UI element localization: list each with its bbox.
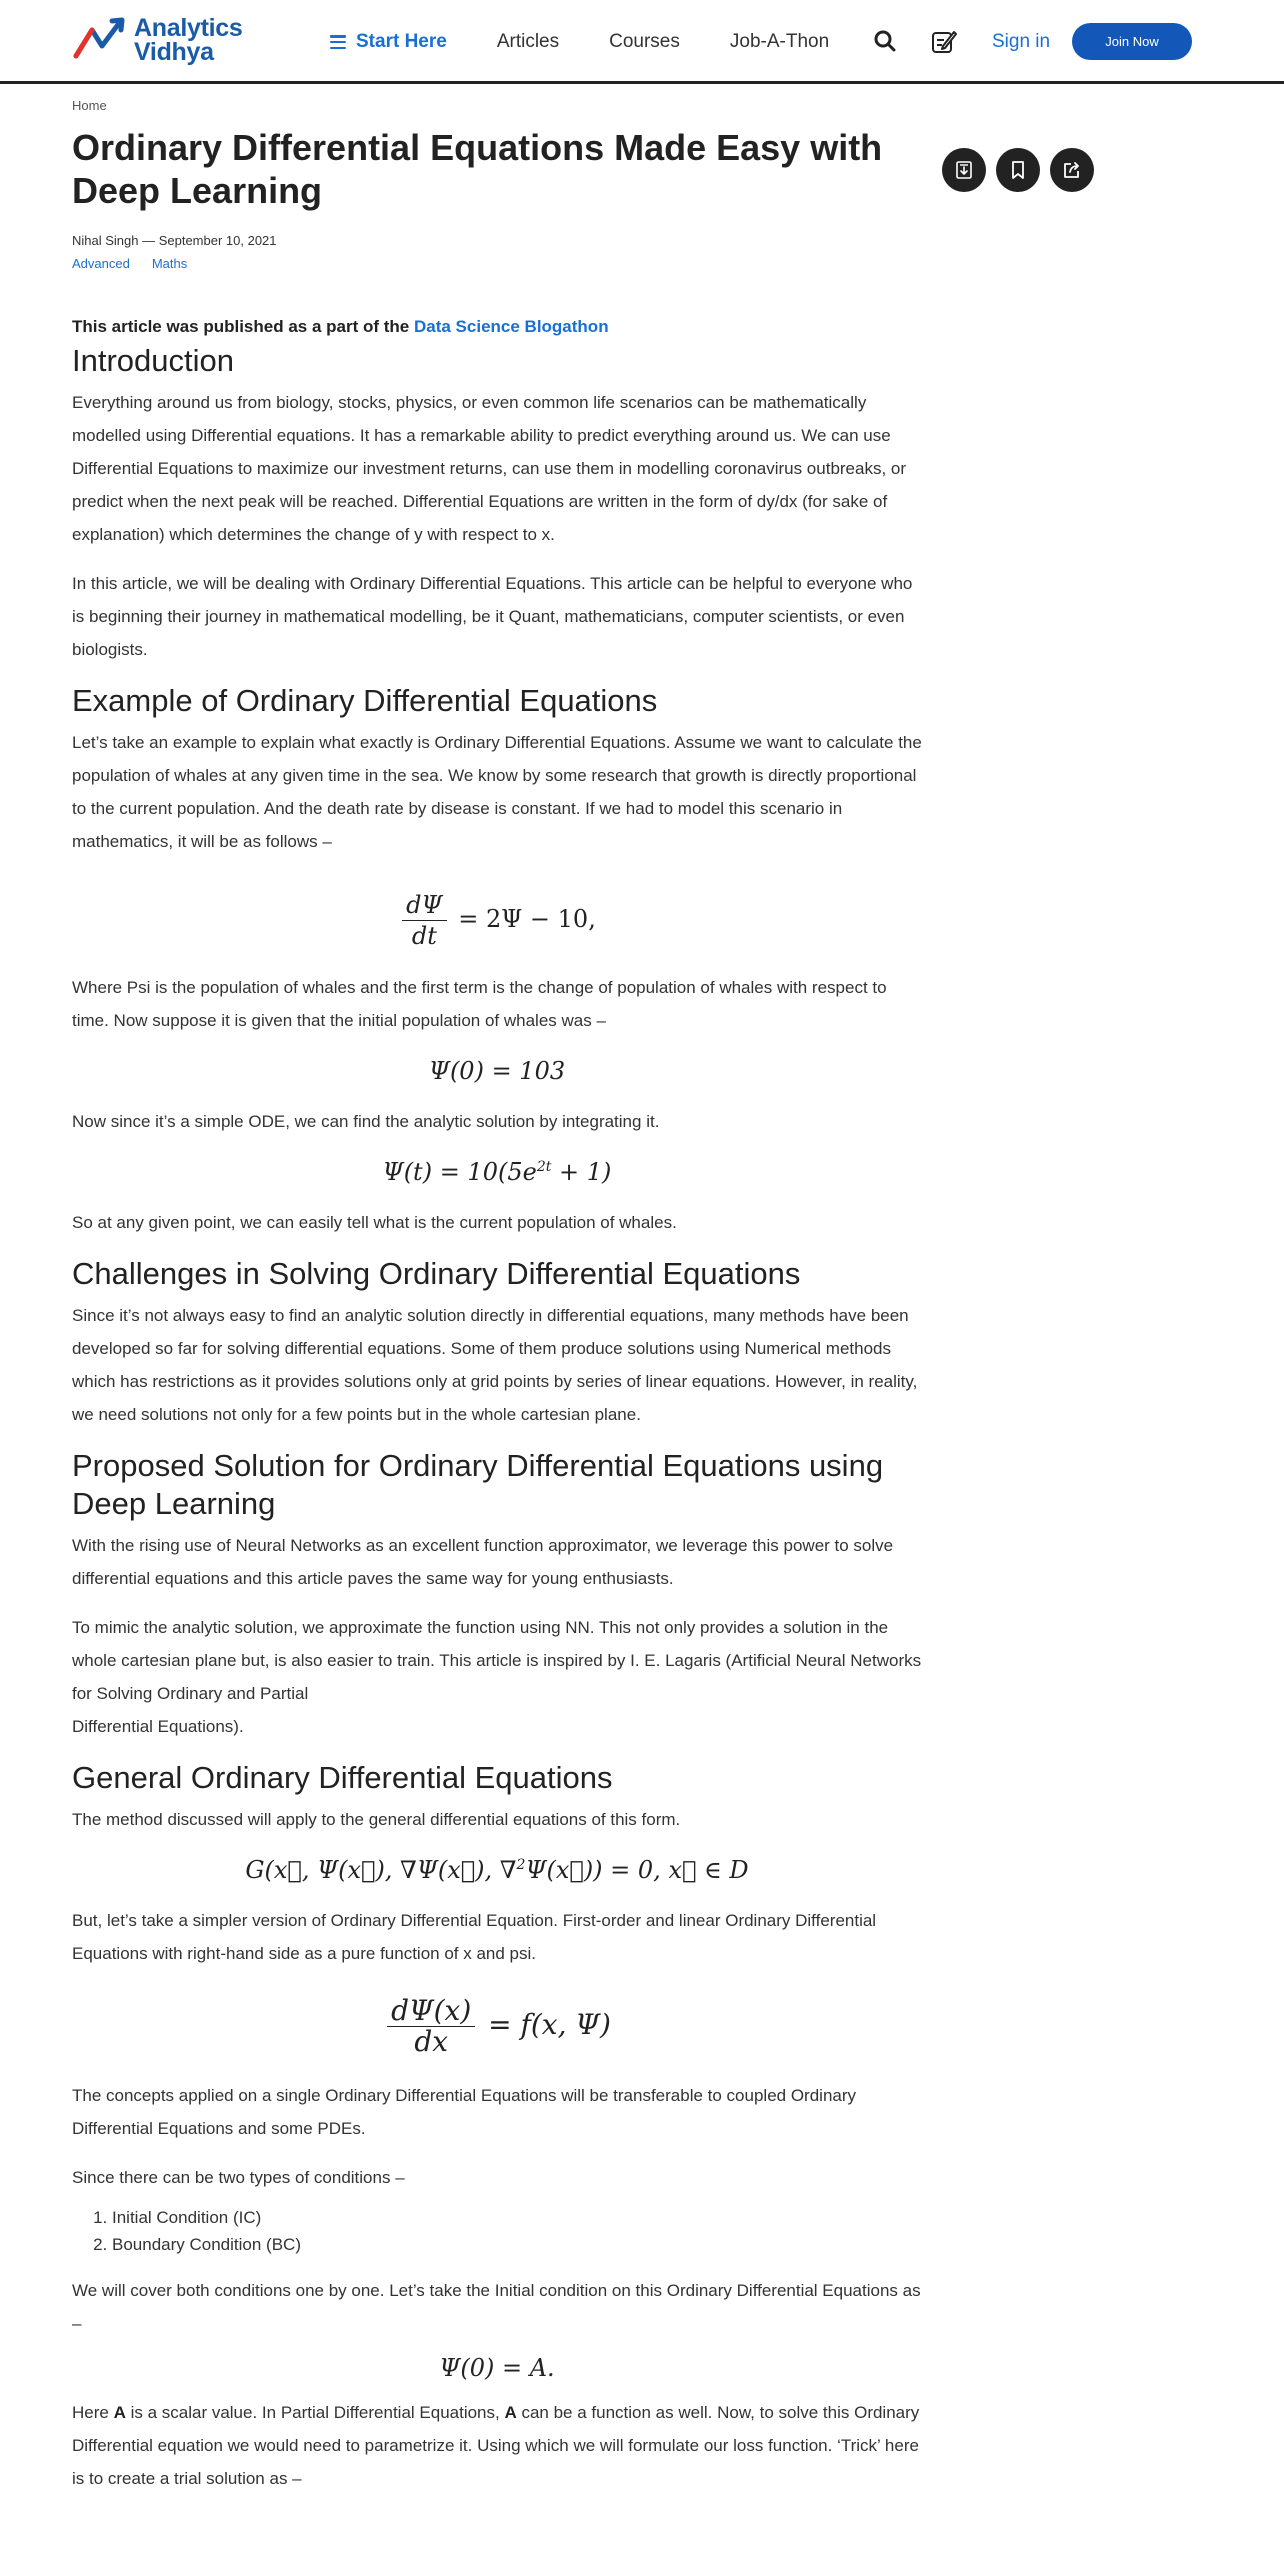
article-body <box>72 312 922 2495</box>
main-nav <box>330 28 879 56</box>
eq5-rhs: = f(x, Ψ) <box>488 2008 611 2041</box>
p15-bold-a: A <box>113 2403 126 2422</box>
breadcrumb[interactable]: Home <box>72 98 107 113</box>
blogathon-note <box>72 312 922 342</box>
paragraph-9 <box>72 1611 922 1743</box>
logo-arrow-icon <box>72 16 128 64</box>
nav-articles[interactable]: Articles <box>496 31 560 52</box>
list-item: 2. Boundary Condition (BC) <box>112 2231 922 2258</box>
eq4-part-a: G(x⃗, Ψ(x⃗), ∇Ψ(x⃗), ∇ <box>245 1856 517 1884</box>
share-icon <box>1062 160 1082 180</box>
article-tags <box>72 256 187 271</box>
paragraph-11: But, let’s take a simpler version of Ordinary Differential Equation. First-order and linear Ordinary Differential Equations with right-hand side as a pure function of x and psi. <box>72 1911 877 1963</box>
equation-6: Ψ(0) = A. <box>439 2354 555 2382</box>
tag-maths[interactable]: Maths <box>151 256 188 271</box>
paragraph-12: The concepts applied on a single Ordinary Differential Equations will be transferable to coupled Ordinary Differential Equations and some PDEs. <box>72 2086 857 2138</box>
paragraph-8: With the rising use of Neural Networks as an excellent function approximator, we leverage this power to solve differential equations and this article paves the same way for young enthusiasts. <box>72 1536 894 1588</box>
share-button[interactable] <box>1050 148 1094 192</box>
download-icon <box>954 160 974 180</box>
tag-advanced[interactable]: Advanced <box>72 256 130 271</box>
paragraph-5: Now since it’s a simple ODE, we can find the analytic solution by integrating it. <box>72 1112 660 1131</box>
search-icon[interactable] <box>872 26 898 56</box>
paragraph-15 <box>72 2396 922 2495</box>
equation-2: Ψ(0) = 103 <box>428 1057 566 1085</box>
p15-a: Here <box>72 2403 114 2422</box>
heading-challenges: Challenges in Solving Ordinary Differential Equations <box>72 1256 801 1291</box>
bookmark-icon <box>1008 160 1028 180</box>
eq4-exponent: 2 <box>516 1857 526 1873</box>
eq1-numerator: dΨ <box>402 892 446 921</box>
paragraph-2: In this article, we will be dealing with Ordinary Differential Equations. This article can be helpful to everyone who is beginning their journey in mathematical modelling, be it Quant, mathematicians, computer scientists, or even biologists. <box>72 574 913 659</box>
paragraph-14: We will cover both conditions one by one. Let’s take the Initial condition on this Ordinary Differential Equations as – <box>72 2281 921 2333</box>
eq3-exponent: 2t <box>536 1159 552 1175</box>
conditions-list <box>72 2204 922 2258</box>
paragraph-9-a: To mimic the analytic solution, we approximate the function using NN. This not only provides a solution in the whole cartesian plane but, is also easier to train. This article is inspired by I. E. Lagaris (Artificial Neural Networks for Solving Ordinary and Partial <box>72 1618 922 1703</box>
logo-text <box>134 16 242 64</box>
eq5-numerator: dΨ(x) <box>387 1998 475 2027</box>
blogathon-link[interactable]: Data Science Blogathon <box>413 317 609 336</box>
nav-courses[interactable]: Courses <box>609 31 680 52</box>
eq3-part-a: Ψ(t) = 10(5e <box>382 1158 537 1186</box>
article-actions <box>942 148 1094 192</box>
nav-start-here[interactable] <box>330 28 447 56</box>
equation-3 <box>72 1158 922 1186</box>
download-button[interactable] <box>942 148 986 192</box>
paragraph-1: Everything around us from biology, stocks, physics, or even common life scenarios can be mathematically modelled using Differential equations. It has a remarkable ability to predict everything around us. We can use Differential Equations to maximize our investment returns, can use them in modelling coronavirus outbreaks, or predict when the next peak will be reached. Differential Equations are written in the form of dy/dx (for sake of explanation) which determines the change of y with respect to x. <box>72 393 907 544</box>
paragraph-10: The method discussed will apply to the general differential equations of this form. <box>72 1810 681 1829</box>
article-title: Ordinary Differential Equations Made Easy with Deep Learning <box>72 127 883 211</box>
paragraph-7: Since it’s not always easy to find an analytic solution directly in differential equations, many methods have been developed so far for solving differential equations. Some of them produce solutions using Numerical methods which has restrictions as it provides solutions only at grid points by series of linear equations. However, in reality, we need solutions not only for a few points but in the whole cartesian plane. <box>72 1306 918 1424</box>
list-item: 1. Initial Condition (IC) <box>112 2204 922 2231</box>
heading-example: Example of Ordinary Differential Equations <box>72 683 658 718</box>
hamburger-icon <box>330 35 346 49</box>
sign-in-link[interactable]: Sign in <box>992 31 1051 52</box>
heading-general: General Ordinary Differential Equations <box>72 1760 613 1795</box>
site-header <box>0 0 1284 84</box>
eq3-part-b: + 1) <box>551 1158 612 1186</box>
blogathon-prefix: This article was published as a part of the <box>72 317 414 336</box>
article-byline: Nihal Singh — September 10, 2021 <box>72 233 277 248</box>
paragraph-9-b: Differential Equations). <box>72 1717 244 1736</box>
p15-c: is a scalar value. In Partial Differential Equations, <box>125 2403 505 2422</box>
eq4-part-b: Ψ(x⃗)) = 0, x⃗ ∈ D <box>525 1856 749 1884</box>
paragraph-4: Where Psi is the population of whales and the first term is the change of population of whales with respect to time. Now suppose it is given that the initial population of whales was – <box>72 978 887 1030</box>
nav-job-a-thon[interactable]: Job-A-Thon <box>729 31 830 52</box>
heading-proposed: Proposed Solution for Ordinary Differential Equations using Deep Learning <box>72 1448 884 1521</box>
logo-line-1: Analytics <box>134 14 243 42</box>
write-article-icon[interactable] <box>930 26 958 56</box>
equation-5 <box>72 1994 922 2058</box>
equation-4 <box>72 1856 922 1884</box>
nav-start-here-label: Start Here <box>356 31 447 52</box>
join-now-button[interactable]: Join Now <box>1072 23 1192 60</box>
eq5-denominator: dx <box>414 2025 449 2058</box>
site-logo[interactable] <box>72 16 242 64</box>
bookmark-button[interactable] <box>996 148 1040 192</box>
p15-bold-a-2: A <box>504 2403 517 2422</box>
logo-line-2: Vidhya <box>134 38 214 66</box>
paragraph-3: Let’s take an example to explain what exactly is Ordinary Differential Equations. Assume we want to calculate the population of whales at any given time in the sea. We know by some research that growth is directly proportional to the current population. And the death rate by disease is constant. If we had to model this scenario in mathematics, it will be as follows – <box>72 733 922 851</box>
eq1-denominator: dt <box>411 922 437 950</box>
eq1-rhs: = 2Ψ − 10, <box>458 905 596 933</box>
heading-introduction: Introduction <box>72 343 234 378</box>
paragraph-13: Since there can be two types of conditions – <box>72 2168 405 2187</box>
p15-e: can be a function as well. Now, to solve this Ordinary Differential equation we would need to parametrize it. Using which we will formulate our loss function. ‘Trick’ here is to create a trial solution as – <box>72 2403 920 2488</box>
header-icons <box>872 26 958 56</box>
paragraph-6: So at any given point, we can easily tell what is the current population of whales. <box>72 1213 677 1232</box>
equation-1 <box>72 892 922 949</box>
